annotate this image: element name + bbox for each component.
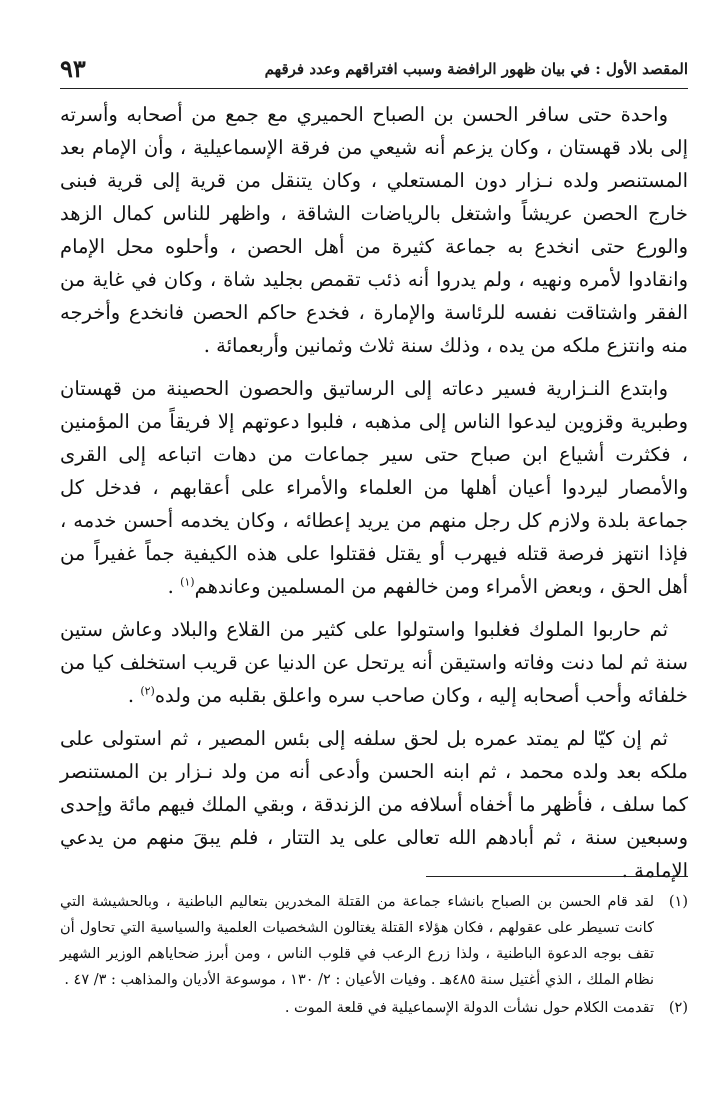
footnote xyxy=(60,995,688,1021)
paragraph: وابتدع النـزارية فسير دعاته إلى الرساتيق والحصون الحصينة من قهستان وطبرية وقزوين ليدعوا الناس إلى مذهبه ، فلبوا دعوتهم إلا فريقاً من المؤمنين ، فكثرت أشياع ابن صباح حتى سير جماعات من دهات اتباعه إلى القرى والأمصار ليردوا أعيان أهلها من العلماء والأمراء على أعقابهم ، فدخل كل جماعة بلدة ولازم كل رجل منهم من يريد إعطائه ، وكان يخدمه أحسن خدمه ، فإذا انتهز فرصة قتله فيهرب أو يقتل فقتلوا على هذه الكيفية جماً غفيراً من أهل الحق ، وبعض الأمراء ومن خالفهم من المسلمين وعاندهم$^{(١)}$ . xyxy=(60,377,688,598)
running-title: المقصد الأول : في بيان ظهور الرافضة وسبب افتراقهم وعدد فرقهم xyxy=(264,60,688,78)
paragraph: ثم إن كيّا لم يمتد عمره بل لحق سلفه إلى بئس المصير ، ثم استولى على ملكه بعد ولده محمد ، ثم ابنه الحسن وأدعى أنه من ولد نـزار بن المستنصر كما سلف ، فأظهر ما أخفاه أسلافه من الزندقة ، وبقي الملك فيهم مائة وإحدى وسبعين سنة ، ثم أبادهم الله تعالى على يد التتار ، فلم يبقَ منهم من يدعي الإمامة . xyxy=(60,727,688,882)
page-number: ٩٣ xyxy=(60,54,86,83)
page-header xyxy=(60,52,688,89)
main-text xyxy=(60,98,688,897)
footnote xyxy=(60,889,688,993)
paragraph: واحدة حتى سافر الحسن بن الصباح الحميري مع جمع من أصحابه وأسرته إلى بلاد قهستان ، وكان يزعم أنه شيعي من فرقة الإسماعيلية ، وأن الإمام بعد المستنصر ولده نـزار دون المستعلي ، وكان يتنقل من قرية إلى قرية فبنى خارج الحصن عريشاً واشتغل بالرياضات الشاقة ، واظهر للناس كمال الزهد والورع حتى انخدع به جماعة كثيرة من أهل الحصن ، وأحلوه محل الإمام وانقادوا لأمره ونهيه ، ولم يدروا أنه ذئب تقمص بجليد شاة ، وكان في غاية من الفقر واشتاقت نفسه للرئاسة والإمارة ، فخدع حاكم الحصن فانخدع وأخرجه منه وانتزع ملكه من يده ، وذلك سنة ثلاث وثمانين وأربعمائة . xyxy=(60,103,688,357)
footnote-text: لقد قام الحسن بن الصباح بانشاء جماعة من القتلة المخدرين بتعاليم الباطنية ، وبالحشيشة التي كانت تسيطر على عقولهم ، فكان هؤلاء القتلة يغتالون الشخصيات العلمية والسياسية التي تحاول أن تقف بوجه الدعوة الباطنية ، ولذا زرع الرعب في قلوب الناس ، ومن أبرز ضحاياهم الوزير الشهير نظام الملك ، الذي أغتيل سنة ٤٨٥هـ . وفيات الأعيان : ٢/ ١٣٠ ، موسوعة الأديان والمذاهب : ٣/ ٤٧ . xyxy=(60,894,654,988)
footnote-separator xyxy=(426,876,688,877)
paragraph: ثم حاربوا الملوك فغلبوا واستولوا على كثير من القلاع والبلاد وعاش ستين سنة ثم لما دنت وفاته واستيقن أنه يرتحل عن الدنيا عن قريب استخلف كيا من خلفائه وأحب أصحابه إليه ، وكان صاحب سره واعلق بقلبه من ولده$^{(٢)}$ . xyxy=(60,618,688,707)
footnote-ref: (٢) xyxy=(140,684,155,698)
footnotes-section xyxy=(60,876,688,1023)
footnote-ref: (١) xyxy=(180,575,195,589)
footnote-number: (٢) xyxy=(668,1000,688,1016)
footnote-number: (١) xyxy=(668,894,688,910)
footnote-text: تقدمت الكلام حول نشأت الدولة الإسماعيلية في قلعة الموت . xyxy=(284,1000,654,1016)
